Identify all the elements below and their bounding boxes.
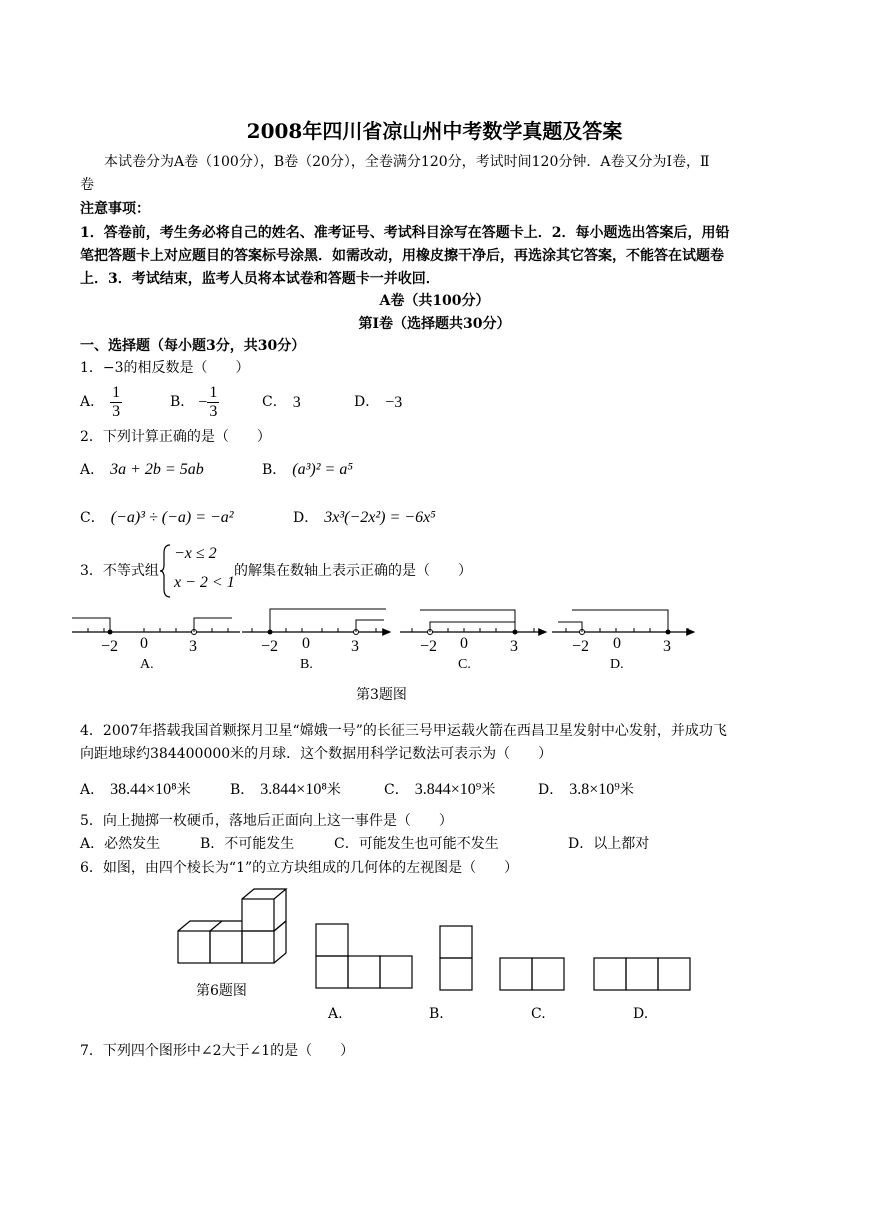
q4-option-d: D． 3.8×10⁹米 [538, 781, 634, 798]
svg-text:−2: −2 [572, 638, 590, 655]
q1-a-fraction: $\frac{1}{3}$ [112, 383, 121, 420]
q6-option-a-label: A. [328, 1006, 343, 1022]
q2-option-d: D． 3x³(−2x²) = −6x⁵ [293, 509, 436, 526]
q3-inequality-1: −x ≤ 2 [174, 545, 217, 562]
q6-solid-figure [170, 885, 300, 965]
svg-text:−2: −2 [261, 638, 279, 655]
q1-option-c: C． 3 [262, 393, 301, 411]
q3-option-c-label: C. [458, 657, 471, 672]
q1-option-d: D． −3 [354, 393, 403, 411]
q4-option-b: B． 3.844×10⁸米 [230, 781, 341, 798]
q6-view-a [316, 924, 412, 988]
q3-option-a-label: A. [140, 657, 154, 672]
q6-option-c-label: C. [531, 1006, 546, 1022]
q1-option-a [80, 380, 122, 424]
q5-option-c: C．可能发生也可能不发生 [334, 836, 499, 852]
notice-line-3: 上．3．考试结束，监考人员将本试卷和答题卡一并收回． [80, 271, 440, 287]
svg-text:0: 0 [460, 635, 468, 652]
q6-caption: 第6题图 [196, 983, 247, 999]
q1-stem: 1．−3的相反数是（ ） [80, 360, 250, 376]
q1-option-b: B． − $\frac{1}{3}$ [170, 383, 218, 420]
q4-line-2: 向距地球约384400000米的月球．这个数据用科学记数法可表示为（ ） [80, 746, 553, 762]
q4-line-1: 4．2007年搭载我国首颗探月卫星“嫦娥一号”的长征三号甲运载火箭在西昌卫星发射中心发射，并成功飞 [80, 723, 727, 739]
q3-option-d-label: D. [610, 657, 624, 672]
q3-option-b-label: B. [300, 657, 313, 672]
svg-text:3: 3 [351, 638, 359, 655]
q1-b-fraction: $\frac{1}{3}$ [209, 383, 218, 420]
svg-text:3: 3 [189, 638, 197, 655]
intro-line-1: 本试卷分为A卷（100分），B卷（20分），全卷满分120分，考试时间120分钟．A卷又分为Ⅰ卷，Ⅱ [104, 154, 710, 170]
q6-option-b-label: B. [429, 1006, 444, 1022]
page-title: 2008年四川省凉山州中考数学真题及答案 [246, 119, 623, 143]
q2-option-b: B． (a³)² = a⁵ [262, 461, 353, 478]
notice-line-1: 1．答卷前，考生务必将自己的姓名、准考证号、考试科目涂写在答题卡上．2．每小题选出答案后，用铅 [80, 225, 730, 241]
part-1-heading: 第Ⅰ卷（选择题共30分） [358, 316, 511, 332]
q1-b-label: B． [170, 393, 195, 410]
q5-stem: 5．向上抛掷一枚硬币，落地后正面向上这一事件是（ ） [80, 813, 453, 829]
q6-view-d [594, 958, 690, 990]
q6-option-views [310, 920, 700, 995]
q3-suffix: 的解集在数轴上表示正确的是（ ） [234, 563, 472, 579]
q5-option-a: A．必然发生 [80, 836, 161, 852]
intro-line-2: 卷 [80, 177, 94, 193]
svg-text:3: 3 [663, 638, 671, 655]
svg-text:0: 0 [302, 635, 310, 652]
q5-option-d: D．以上都对 [568, 836, 650, 852]
svg-text:−2: −2 [420, 638, 438, 655]
section-a-heading: A卷（共100分） [379, 293, 490, 309]
q3-number-lines [60, 600, 720, 680]
q3-number-line-d [552, 610, 694, 672]
svg-text:0: 0 [140, 635, 148, 652]
q1-a-label: A． [80, 393, 105, 410]
q6-view-b [440, 926, 472, 990]
q6-stem: 6．如图，由四个棱长为“1”的立方块组成的几何体的左视图是（ ） [80, 860, 519, 876]
q7-stem: 7．下列四个图形中∠2大于∠1的是（ ） [80, 1043, 355, 1059]
q3-number-line-c [400, 610, 546, 672]
q2-option-c: C． (−a)³ ÷ (−a) = −a² [80, 509, 234, 526]
q3-number-line-a [72, 618, 240, 672]
q4-option-c: C． 3.844×10⁹米 [384, 781, 496, 798]
q6-view-c [500, 958, 564, 990]
q3-prefix: 3．不等式组 [80, 563, 159, 579]
section-choice-heading: 一、选择题（每小题3分，共30分） [80, 338, 306, 354]
q3-inequality-2: x − 2 < 1 [174, 574, 235, 591]
q4-option-a: A． 38.44×10⁸米 [80, 781, 191, 798]
notice-line-2: 笔把答题卡上对应题目的答案标号涂黑．如需改动，用橡皮擦干净后，再选涂其它答案，不能答在试题卷 [80, 248, 724, 264]
q2-stem: 2．下列计算正确的是（ ） [80, 429, 271, 445]
svg-text:0: 0 [613, 635, 621, 652]
q6-option-d-label: D. [633, 1006, 649, 1022]
q2-option-a: A． 3a + 2b = 5ab [80, 461, 204, 478]
q3-caption: 第3题图 [356, 687, 407, 703]
q5-option-b: B．不可能发生 [200, 836, 295, 852]
notice-heading: 注意事项： [80, 201, 150, 217]
q3-number-line-b [242, 609, 390, 672]
q3-brace [160, 543, 172, 599]
q3-a-tick-neg2: −2 [101, 638, 119, 655]
svg-text:3: 3 [510, 638, 518, 655]
